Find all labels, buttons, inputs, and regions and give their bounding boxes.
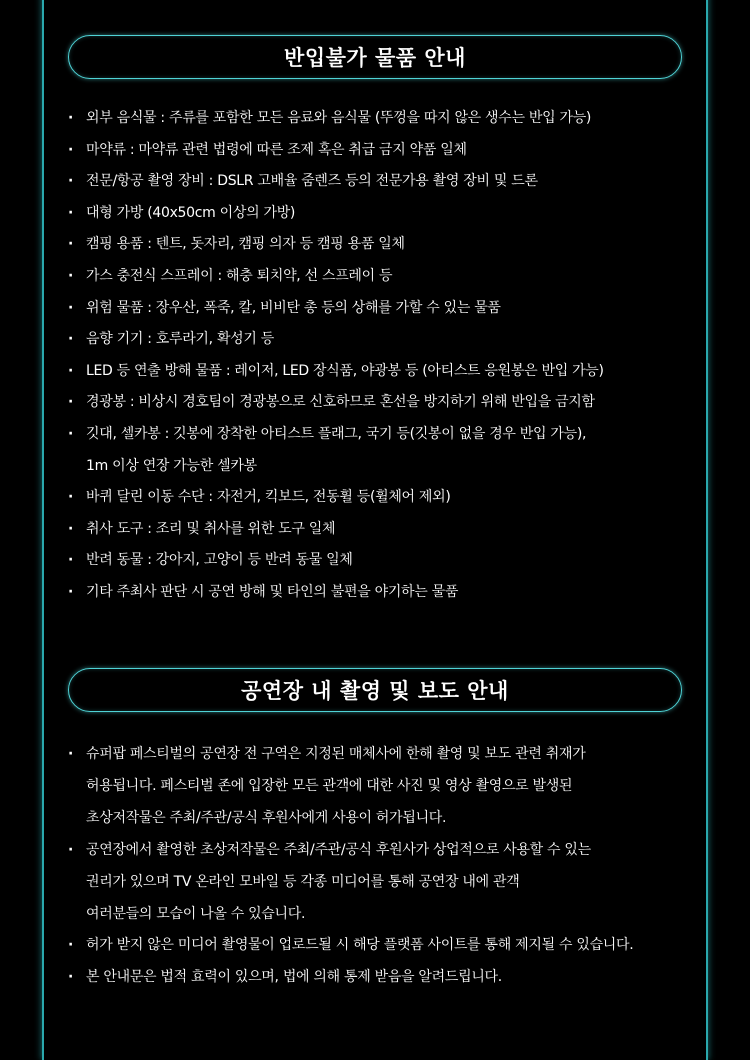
- list-item-text: 권리가 있으며 TV 온라인 모바일 등 각종 미디어를 통해 공연장 내에 관객: [86, 873, 520, 890]
- list-item-text: · 대형 가방 (40x50cm 이상의 가방): [86, 204, 296, 221]
- filming-notice-list: [68, 739, 682, 994]
- list-item-text: · 캠핑 용품 : 텐트, 돗자리, 캠핑 의자 등 캠핑 용품 일체: [86, 236, 405, 253]
- section-title-text: 반입불가 물품 안내: [284, 46, 466, 70]
- list-item-text: 허용됩니다. 페스티벌 존에 입장한 모든 관객에 대한 사진 및 영상 촬영으로 발생된: [86, 777, 573, 794]
- list-item-text: · 외부 음식물 : 주류를 포함한 모든 음료와 음식물 (뚜껑을 따지 않은 생수는 반입 가능): [86, 110, 592, 126]
- list-item: [68, 356, 682, 388]
- list-item-text: · 바퀴 달린 이동 수단 : 자전거, 킥보드, 전동휠 등(휠체어 제외): [86, 489, 451, 506]
- list-item: [68, 229, 682, 261]
- list-item-text: · 깃대, 셀카봉 : 깃봉에 장착한 아티스트 플래그, 국기 등(깃봉이 없을 경우 반입 가능),: [86, 425, 587, 442]
- list-item-text: 초상저작물은 주최/주관/공식 후원사에게 사용이 허가됩니다.: [86, 809, 447, 826]
- list-item-text: · 취사 도구 : 조리 및 취사를 위한 도구 일체: [86, 520, 336, 537]
- list-item: [68, 419, 682, 482]
- list-item-text: · LED 등 연출 방해 물품 : 레이저, LED 장식품, 야광봉 등 (아티스트 응원봉은 반입 가능): [86, 362, 604, 379]
- list-item: [68, 293, 682, 325]
- list-item: [68, 739, 682, 835]
- list-item: [68, 261, 682, 293]
- filming-notice-section: [68, 668, 682, 994]
- section-title-text: 공연장 내 촬영 및 보도 안내: [241, 679, 509, 703]
- list-item-text: · 슈퍼팝 페스티벌의 공연장 전 구역은 지정된 매체사에 한해 촬영 및 보도 관련 취재가: [86, 746, 586, 762]
- list-item: [68, 103, 682, 135]
- list-item-text: 1m 이상 연장 가능한 셀카봉: [86, 457, 257, 474]
- section-title-prohibited: [68, 35, 682, 79]
- list-item-text: · 공연장에서 촬영한 초상저작물은 주최/주관/공식 후원사가 상업적으로 사용할 수 있는: [86, 841, 591, 858]
- list-item: [68, 135, 682, 167]
- list-item: [68, 387, 682, 419]
- list-item-text: · 위험 물품 : 장우산, 폭죽, 칼, 비비탄 총 등의 상해를 가할 수 있는 물품: [86, 299, 501, 316]
- list-item-text: · 가스 충전식 스프레이 : 해충 퇴치약, 선 스프레이 등: [86, 267, 393, 284]
- list-item: [68, 482, 682, 514]
- list-item: [68, 514, 682, 546]
- list-item-text: · 마약류 : 마약류 관련 법령에 따른 조제 혹은 취급 금지 약품 일체: [86, 141, 467, 158]
- list-item-text: · 기타 주최사 판단 시 공연 방해 및 타인의 불편을 야기하는 물품: [86, 583, 459, 600]
- list-item-text: · 허가 받지 않은 미디어 촬영물이 업로드될 시 해당 플랫폼 사이트를 통해 제지될 수 있습니다.: [86, 937, 634, 954]
- list-item: [68, 835, 682, 931]
- list-item-text: 여러분들의 모습이 나올 수 있습니다.: [86, 905, 306, 922]
- list-item-text: · 전문/항공 촬영 장비 : DSLR 고배율 줌렌즈 등의 전문가용 촬영 장비 및 드론: [86, 173, 538, 190]
- list-item: [68, 962, 682, 994]
- list-item: [68, 577, 682, 609]
- list-item-text: · 본 안내문은 법적 효력이 있으며, 법에 의해 통제 받음을 알려드립니다.: [86, 969, 502, 986]
- list-item-text: · 경광봉 : 비상시 경호팀이 경광봉으로 신호하므로 혼선을 방지하기 위해 반입을 금지함: [86, 394, 595, 411]
- prohibited-items-section: [68, 35, 682, 609]
- list-item: [68, 545, 682, 577]
- list-item: [68, 324, 682, 356]
- section-title-filming: [68, 668, 682, 712]
- list-item: [68, 166, 682, 198]
- list-item: [68, 930, 682, 962]
- prohibited-items-list: [68, 103, 682, 609]
- list-item-text: · 반려 동물 : 강아지, 고양이 등 반려 동물 일체: [86, 552, 353, 569]
- list-item-text: · 음향 기기 : 호루라기, 확성기 등: [86, 331, 275, 348]
- list-item: [68, 198, 682, 230]
